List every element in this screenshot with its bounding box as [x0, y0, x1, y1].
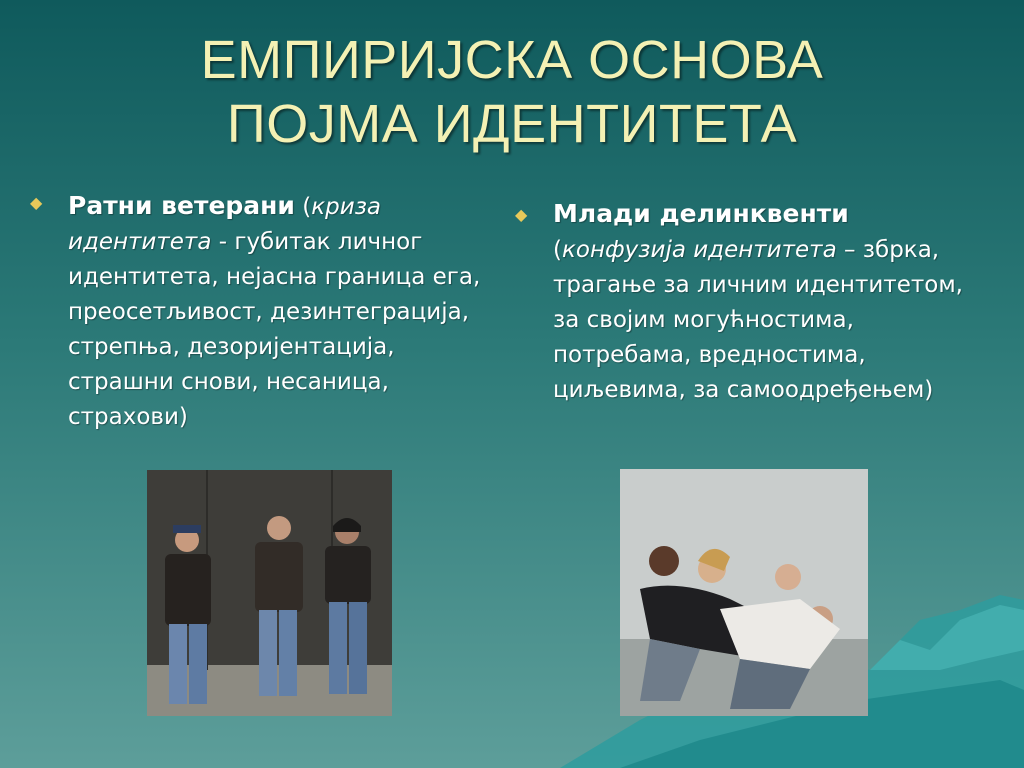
veterans-photo [147, 470, 392, 716]
right-italic: конфузија идентитета [561, 237, 837, 263]
title-line-2: ПОЈМА ИДЕНТИТЕТА [226, 94, 798, 154]
title-line-1: ЕМПИРИЈСКА ОСНОВА [200, 30, 824, 90]
left-bullet-block [30, 188, 500, 435]
right-heading: Млади делинквенти [553, 199, 849, 228]
left-bullet-text [68, 188, 500, 435]
youth-photo [620, 469, 868, 716]
slide-title [100, 28, 924, 156]
left-italic: криза идентитета [68, 194, 382, 255]
left-paren: ( [294, 194, 312, 220]
left-body: - губитак личног идентитета, нејасна граница ега, преосетљивост, дезинтеграција, стрепња, дезоријентација, страшни снови, несаница, страхови) [68, 229, 481, 430]
right-body: – збрка, трагање за личним идентитетом, за својим могућностима, потребама, вредностима, циљевима, за самоодређењем) [553, 237, 963, 403]
right-bullet-text [553, 196, 985, 408]
right-paren: ( [553, 237, 562, 263]
diamond-bullet-icon: ◆ [515, 205, 528, 224]
left-heading: Ратни ветерани [68, 191, 295, 220]
diamond-bullet-icon: ◆ [30, 193, 43, 212]
right-bullet-block [515, 196, 985, 408]
